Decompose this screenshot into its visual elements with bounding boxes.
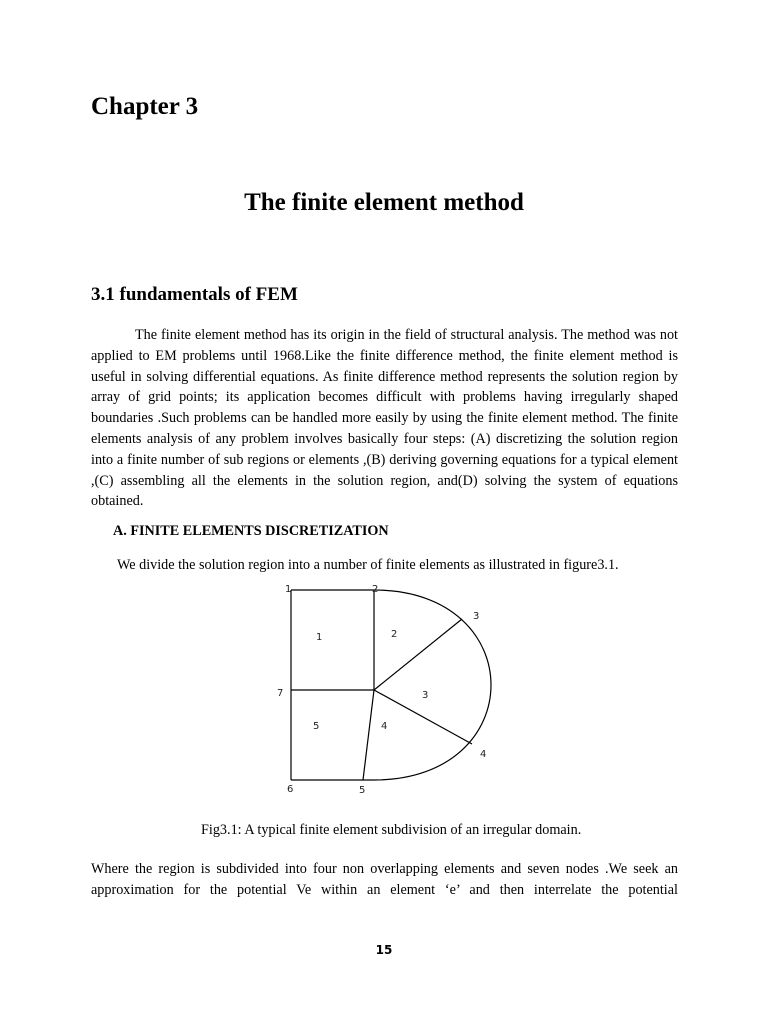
node-label-7: 7 [277, 688, 284, 699]
section-heading: 3.1 fundamentals of FEM [91, 284, 298, 305]
node-label-5: 5 [359, 785, 366, 796]
figure-intro-text: We divide the solution region into a number of finite elements as illustrated in figure3.1. [117, 557, 619, 573]
element-label-5: 5 [313, 721, 320, 732]
edge-center-3 [374, 619, 462, 690]
node-label-4: 4 [480, 749, 487, 760]
body-paragraph-2: Where the region is subdivided into four non overlapping elements and seven nodes .We seek an approximation for the potential Ve within an element ‘e’ and then interrelate the potential [91, 861, 678, 898]
element-label-1: 1 [316, 632, 323, 643]
element-label-3: 3 [422, 690, 429, 701]
element-label-4: 4 [381, 721, 388, 732]
chapter-heading: Chapter 3 [91, 93, 199, 120]
chapter-title: The finite element method [244, 189, 524, 216]
body-paragraph-1: The finite element method has its origin in the field of structural analysis. The method was not applied to EM problems until 1968.Like the finite difference method, the finite element method is useful in solving differential equations. As finite difference method represents the solution region by array of grid points; its application becomes difficult with problems having irregularly shaped boundaries .Such problems can be handled more easily by using the finite element method. The finite elements analysis of any problem involves basically four steps: (A) discretizing the solution region into a finite number of sub regions or elements ,(B) deriving governing equations for a typical element ,(C) assembling all the elements in the solution region, and(D) solving the system of equations obtained. [91, 327, 678, 510]
edge-center-5 [363, 690, 374, 780]
node-label-2: 2 [372, 584, 379, 595]
finite-element-figure [260, 578, 510, 800]
figure-caption: Fig3.1: A typical finite element subdivision of an irregular domain. [201, 822, 582, 838]
node-label-1: 1 [285, 584, 292, 595]
page-number: 15 [375, 943, 393, 957]
node-label-6: 6 [287, 784, 294, 795]
element-label-2: 2 [391, 629, 398, 640]
subsection-heading: A. FINITE ELEMENTS DISCRETIZATION [113, 523, 389, 539]
node-label-3: 3 [473, 611, 480, 622]
